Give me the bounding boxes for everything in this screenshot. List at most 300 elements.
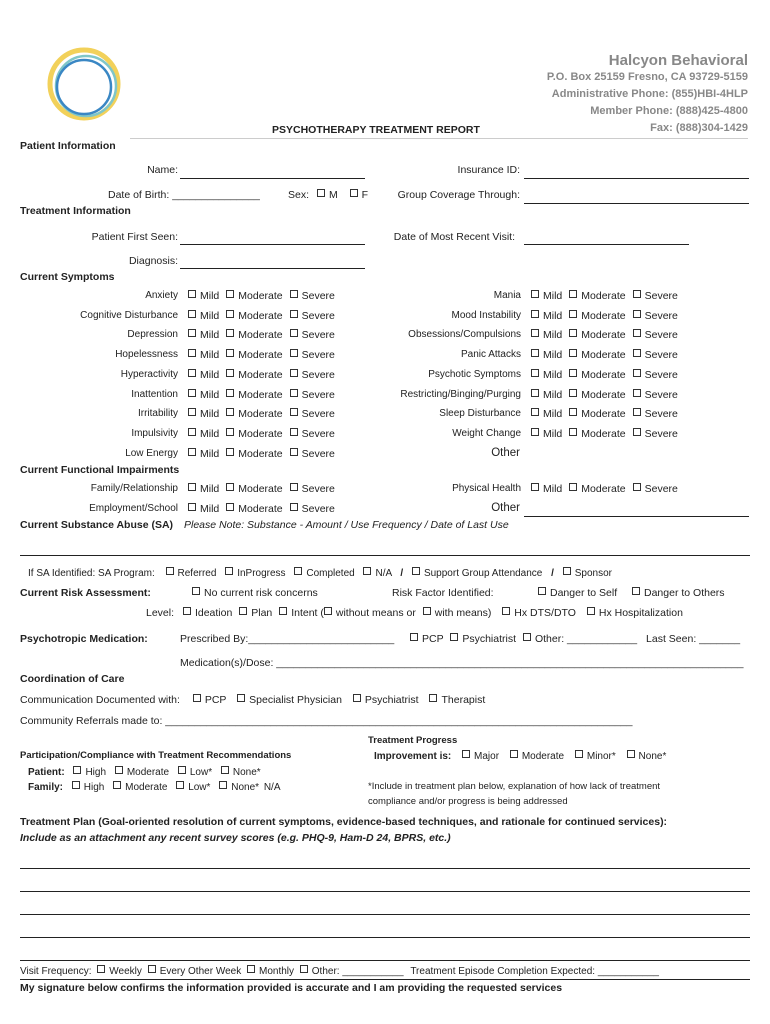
no-risk-label: No current risk concerns <box>204 587 318 599</box>
low-energy-moderate-checkbox[interactable] <box>226 448 234 456</box>
severity-severe-label: Severe <box>644 388 678 401</box>
sa-inprogress-label: InProgress <box>237 568 286 579</box>
sleep-disturbance-moderate-checkbox[interactable] <box>569 408 577 416</box>
severity-options-mood-instability <box>531 310 685 322</box>
row-label-restricting-binging-purging: Restricting/Binging/Purging <box>400 388 521 400</box>
visit-frequency-label: Visit Frequency: <box>20 966 92 977</box>
med-other-field[interactable]: Other: ____________ <box>534 633 638 645</box>
sleep-disturbance-mild-checkbox[interactable] <box>531 408 539 416</box>
physical-health-severe-checkbox[interactable] <box>633 483 641 491</box>
row-label-low-energy: Low Energy <box>125 447 178 459</box>
comm-specialist-checkbox[interactable] <box>237 694 245 702</box>
severity-options-weight-change <box>531 428 685 440</box>
severity-moderate-label: Moderate <box>581 290 626 302</box>
no-risk-checkbox[interactable] <box>192 587 200 595</box>
sex-f-checkbox[interactable] <box>350 189 358 197</box>
family-moderate-checkbox[interactable] <box>113 781 121 789</box>
restricting-binging-purging-severe-checkbox[interactable] <box>633 389 641 397</box>
severity-severe-label: Severe <box>301 502 335 515</box>
visit-every-other-label: Every Other Week <box>159 966 242 977</box>
panic-attacks-mild-checkbox[interactable] <box>531 349 539 357</box>
name-field[interactable] <box>180 178 365 179</box>
severity-mild-label: Mild <box>543 408 563 421</box>
comm-psychiatrist-checkbox[interactable] <box>353 694 361 702</box>
hyperactivity-mild-checkbox[interactable] <box>188 369 196 377</box>
severity-options-obsessions-compulsions <box>531 329 685 341</box>
progress-heading: Treatment Progress <box>368 735 458 746</box>
sa-program-label: If SA Identified: SA Program: <box>28 568 155 579</box>
intent-checkbox[interactable] <box>279 607 287 615</box>
row-label-hyperactivity: Hyperactivity <box>120 368 178 380</box>
improvement-label: Improvement is: <box>374 751 452 762</box>
severity-moderate-label: Moderate <box>581 483 626 495</box>
patient-low-label: Low* <box>189 767 213 778</box>
plan-line-2[interactable] <box>20 891 750 892</box>
mood-instability-severe-checkbox[interactable] <box>633 310 641 318</box>
cognitive-disturbance-mild-checkbox[interactable] <box>188 310 196 318</box>
danger-self-label: Danger to Self <box>550 587 618 599</box>
progress-note-2: compliance and/or progress is being addressed <box>368 796 568 807</box>
severity-mild-label: Mild <box>200 290 220 302</box>
sex-group <box>288 189 368 201</box>
sa-separator-1: / <box>400 568 404 579</box>
hx-hosp-label: Hx Hospitalization <box>598 607 683 619</box>
row-label-anxiety: Anxiety <box>145 290 178 301</box>
substance-note: Please Note: Substance - Amount / Use Frequency / Date of Last Use <box>184 519 509 531</box>
sa-sponsor-checkbox[interactable] <box>563 567 571 575</box>
comm-pcp-checkbox[interactable] <box>193 694 201 702</box>
severity-moderate-label: Moderate <box>581 368 626 381</box>
progress-minor-label: Minor* <box>586 751 616 762</box>
severity-severe-label: Severe <box>301 447 335 460</box>
hx-dts-checkbox[interactable] <box>502 607 510 615</box>
severity-mild-label: Mild <box>200 447 220 460</box>
mood-instability-moderate-checkbox[interactable] <box>569 310 577 318</box>
row-label-obsessions-compulsions: Obsessions/Compulsions <box>408 329 521 341</box>
prescribed-by-field[interactable]: Prescribed By:_________________________ <box>180 633 395 645</box>
visit-other-field[interactable]: Other: ___________ <box>311 966 404 977</box>
progress-none-checkbox[interactable] <box>627 750 635 758</box>
ideation-checkbox[interactable] <box>183 607 191 615</box>
intent-label: Intent ( <box>291 607 324 619</box>
comm-therapist-label: Therapist <box>441 694 486 706</box>
physical-health-moderate-checkbox[interactable] <box>569 483 577 491</box>
danger-self-checkbox[interactable] <box>538 587 546 595</box>
severity-mild-label: Mild <box>543 290 563 302</box>
progress-moderate-label: Moderate <box>521 751 565 762</box>
severity-severe-label: Severe <box>301 329 335 342</box>
physical-health-mild-checkbox[interactable] <box>531 483 539 491</box>
mania-moderate-checkbox[interactable] <box>569 290 577 298</box>
low-energy-mild-checkbox[interactable] <box>188 448 196 456</box>
without-means-checkbox[interactable] <box>324 607 332 615</box>
row-label-depression: Depression <box>127 329 178 341</box>
severity-mild-label: Mild <box>200 309 220 322</box>
communication-label: Communication Documented with: <box>20 694 180 706</box>
severity-options-cognitive-disturbance <box>188 310 342 322</box>
inattention-mild-checkbox[interactable] <box>188 389 196 397</box>
insurance-field[interactable] <box>524 178 749 179</box>
impairment-other-field[interactable] <box>524 516 749 517</box>
mania-mild-checkbox[interactable] <box>531 290 539 298</box>
hyperactivity-severe-checkbox[interactable] <box>290 369 298 377</box>
risk-level-row <box>146 607 683 619</box>
psychotic-symptoms-mild-checkbox[interactable] <box>531 369 539 377</box>
depression-mild-checkbox[interactable] <box>188 329 196 337</box>
plan-label: Plan <box>251 607 273 619</box>
family-low-checkbox[interactable] <box>176 781 184 789</box>
danger-others-checkbox[interactable] <box>632 587 640 595</box>
logo-ring-blue <box>57 60 111 114</box>
sex-m-label: M <box>328 189 338 201</box>
depression-severe-checkbox[interactable] <box>290 329 298 337</box>
severity-severe-label: Severe <box>301 483 335 495</box>
psychotic-symptoms-severe-checkbox[interactable] <box>633 369 641 377</box>
severity-severe-label: Severe <box>301 290 335 302</box>
row-label-physical-health: Physical Health <box>452 483 521 494</box>
first-seen-field[interactable] <box>180 244 365 245</box>
sa-support-label: Support Group Attendance <box>423 568 543 579</box>
severity-moderate-label: Moderate <box>581 349 626 362</box>
inattention-moderate-checkbox[interactable] <box>226 389 234 397</box>
progress-major-label: Major <box>474 751 500 762</box>
plan-line-3[interactable] <box>20 914 750 915</box>
org-admin-phone: Administrative Phone: (855)HBI-4HLP <box>551 88 748 100</box>
severity-mild-label: Mild <box>543 368 563 381</box>
row-label-sleep-disturbance: Sleep Disturbance <box>439 408 521 420</box>
row-label-irritability: Irritability <box>137 408 178 420</box>
report-title: PSYCHOTHERAPY TREATMENT REPORT <box>272 124 480 136</box>
patient-moderate-checkbox[interactable] <box>115 766 123 774</box>
signature-statement: My signature below confirms the information provided is accurate and I am providing the requested services <box>20 982 563 994</box>
severity-mild-label: Mild <box>543 388 563 401</box>
row-label-weight-change: Weight Change <box>452 427 521 439</box>
dob-label: Date of Birth: _______________ <box>108 189 260 201</box>
cognitive-disturbance-moderate-checkbox[interactable] <box>226 310 234 318</box>
sa-program-row <box>28 567 612 579</box>
sa-completed-label: Completed <box>306 568 355 579</box>
patient-high-label: High <box>85 767 107 778</box>
hopelessness-mild-checkbox[interactable] <box>188 349 196 357</box>
employment-school-moderate-checkbox[interactable] <box>226 503 234 511</box>
med-pcp-checkbox[interactable] <box>410 633 418 641</box>
risk-heading: Current Risk Assessment: <box>20 587 151 599</box>
med-psychiatrist-label: Psychiatrist <box>462 633 517 645</box>
with-means-label: with means) <box>434 607 492 619</box>
panic-attacks-moderate-checkbox[interactable] <box>569 349 577 357</box>
severity-mild-label: Mild <box>543 329 563 342</box>
severity-options-hopelessness <box>188 349 342 361</box>
severity-moderate-label: Moderate <box>238 408 283 421</box>
risk-level-label: Level: <box>146 607 175 619</box>
severity-severe-label: Severe <box>644 368 678 381</box>
family-compliance-label: Family: <box>28 782 64 793</box>
name-label: Name: <box>147 164 178 176</box>
sa-sponsor-label: Sponsor <box>574 568 612 579</box>
low-energy-severe-checkbox[interactable] <box>290 448 298 456</box>
severity-options-depression <box>188 329 342 341</box>
severity-options-hyperactivity <box>188 369 342 381</box>
anxiety-mild-checkbox[interactable] <box>188 290 196 298</box>
severity-options-inattention <box>188 389 342 401</box>
weight-change-mild-checkbox[interactable] <box>531 428 539 436</box>
group-coverage-field[interactable] <box>524 203 749 204</box>
severity-moderate-label: Moderate <box>238 290 283 302</box>
row-label-psychotic-symptoms: Psychotic Symptoms <box>428 368 521 380</box>
restricting-binging-purging-mild-checkbox[interactable] <box>531 389 539 397</box>
participation-heading: Participation/Compliance with Treatment Recommendations <box>20 750 292 761</box>
obsessions-compulsions-moderate-checkbox[interactable] <box>569 329 577 337</box>
plan-checkbox[interactable] <box>239 607 247 615</box>
severity-moderate-label: Moderate <box>238 502 283 515</box>
severity-options-irritability <box>188 408 342 420</box>
severity-moderate-label: Moderate <box>238 447 283 460</box>
visit-every-other-checkbox[interactable] <box>148 965 156 973</box>
patient-none-checkbox[interactable] <box>221 766 229 774</box>
family-relationship-severe-checkbox[interactable] <box>290 483 298 491</box>
sa-separator-2: / <box>551 568 554 579</box>
sa-completed-checkbox[interactable] <box>294 567 302 575</box>
sex-f-label: F <box>361 189 369 201</box>
recent-visit-field[interactable] <box>524 244 689 245</box>
treatment-plan-heading: Treatment Plan (Goal-oriented resolution of current symptoms, evidence-based techniques, and rationale for continued services): <box>20 816 668 828</box>
group-coverage-label: Group Coverage Through: <box>397 189 520 201</box>
org-fax: Fax: (888)304-1429 <box>650 122 748 134</box>
severity-mild-label: Mild <box>200 329 220 342</box>
severity-moderate-label: Moderate <box>581 388 626 401</box>
severity-moderate-label: Moderate <box>238 483 283 495</box>
family-relationship-mild-checkbox[interactable] <box>188 483 196 491</box>
cognitive-disturbance-severe-checkbox[interactable] <box>290 310 298 318</box>
row-label-hopelessness: Hopelessness <box>115 349 178 361</box>
family-none-label: None* <box>231 782 260 793</box>
treatment-info-heading: Treatment Information <box>20 205 131 217</box>
mania-severe-checkbox[interactable] <box>633 290 641 298</box>
completion-expected-field[interactable]: Treatment Episode Completion Expected: ___________ <box>410 966 659 977</box>
severity-options-sleep-disturbance <box>531 408 685 420</box>
severity-moderate-label: Moderate <box>238 309 283 322</box>
severity-options-mania <box>531 290 685 302</box>
family-none-checkbox[interactable] <box>219 781 227 789</box>
patient-high-checkbox[interactable] <box>73 766 81 774</box>
symptoms-heading: Current Symptoms <box>20 271 115 283</box>
severity-mild-label: Mild <box>200 349 220 362</box>
med-psychiatrist-checkbox[interactable] <box>450 633 458 641</box>
severity-mild-label: Mild <box>200 427 220 440</box>
severity-options-anxiety <box>188 290 342 302</box>
anxiety-moderate-checkbox[interactable] <box>226 290 234 298</box>
hx-dts-label: Hx DTS/DTO <box>514 607 576 619</box>
sex-label: Sex: <box>288 189 310 201</box>
row-label-mood-instability: Mood Instability <box>451 309 521 321</box>
weight-change-moderate-checkbox[interactable] <box>569 428 577 436</box>
visit-other-checkbox[interactable] <box>300 965 308 973</box>
sa-referred-label: Referred <box>177 568 217 579</box>
org-member-phone: Member Phone: (888)425-4800 <box>590 105 748 117</box>
severity-severe-label: Severe <box>644 329 678 342</box>
severity-options-employment-school <box>188 503 342 515</box>
severity-options-low-energy <box>188 448 342 460</box>
insurance-label: Insurance ID: <box>457 164 520 176</box>
family-na-label: N/A <box>263 782 281 793</box>
substance-field-line[interactable] <box>20 555 750 556</box>
severity-options-panic-attacks <box>531 349 685 361</box>
org-name: Halcyon Behavioral <box>608 52 748 69</box>
without-means-label: without means or <box>335 607 416 619</box>
severity-mild-label: Mild <box>200 502 220 515</box>
obsessions-compulsions-severe-checkbox[interactable] <box>633 329 641 337</box>
impulsivity-moderate-checkbox[interactable] <box>226 428 234 436</box>
severity-mild-label: Mild <box>543 483 563 495</box>
severity-mild-label: Mild <box>200 368 220 381</box>
row-label-impulsivity: Impulsivity <box>131 427 178 439</box>
severity-moderate-label: Moderate <box>581 329 626 342</box>
sa-na-checkbox[interactable] <box>363 567 371 575</box>
depression-moderate-checkbox[interactable] <box>226 329 234 337</box>
sa-referred-checkbox[interactable] <box>166 567 174 575</box>
severity-moderate-label: Moderate <box>581 408 626 421</box>
family-high-checkbox[interactable] <box>72 781 80 789</box>
substance-heading: Current Substance Abuse (SA) <box>20 519 174 531</box>
severity-severe-label: Severe <box>301 309 335 322</box>
severity-moderate-label: Moderate <box>238 427 283 440</box>
med-pcp-label: PCP <box>422 633 444 645</box>
med-other-checkbox[interactable] <box>523 633 531 641</box>
impulsivity-mild-checkbox[interactable] <box>188 428 196 436</box>
hx-hosp-checkbox[interactable] <box>587 607 595 615</box>
severity-severe-label: Severe <box>644 483 678 495</box>
sa-support-checkbox[interactable] <box>412 567 420 575</box>
medication-dose-field[interactable]: Medication(s)/Dose: ________________________________________________________________________________ <box>180 657 744 669</box>
restricting-binging-purging-moderate-checkbox[interactable] <box>569 389 577 397</box>
family-moderate-label: Moderate <box>125 782 168 793</box>
row-label-family-relationship: Family/Relationship <box>90 483 178 494</box>
progress-none-label: None* <box>638 751 667 762</box>
obsessions-compulsions-mild-checkbox[interactable] <box>531 329 539 337</box>
header-rule <box>130 138 748 139</box>
community-referrals-field[interactable]: Community Referrals made to: ________________________________________________________________________________ <box>20 715 633 727</box>
progress-minor-checkbox[interactable] <box>575 750 583 758</box>
risk-factor-label: Risk Factor Identified: <box>392 587 494 599</box>
sa-inprogress-checkbox[interactable] <box>225 567 233 575</box>
severity-mild-label: Mild <box>200 408 220 421</box>
irritability-severe-checkbox[interactable] <box>290 408 298 416</box>
plan-line-4[interactable] <box>20 937 750 938</box>
severity-moderate-label: Moderate <box>238 388 283 401</box>
panic-attacks-severe-checkbox[interactable] <box>633 349 641 357</box>
employment-school-mild-checkbox[interactable] <box>188 503 196 511</box>
visit-monthly-label: Monthly <box>258 966 294 977</box>
org-address: P.O. Box 25159 Fresno, CA 93729-5159 <box>546 71 748 83</box>
severity-options-impulsivity <box>188 428 342 440</box>
patient-info-heading: Patient Information <box>20 140 116 152</box>
severity-severe-label: Severe <box>644 427 678 440</box>
sex-m-checkbox[interactable] <box>317 189 325 197</box>
comm-pcp-label: PCP <box>204 694 227 706</box>
visit-monthly-checkbox[interactable] <box>247 965 255 973</box>
severity-mild-label: Mild <box>543 427 563 440</box>
progress-major-checkbox[interactable] <box>462 750 470 758</box>
severity-severe-label: Severe <box>301 368 335 381</box>
severity-severe-label: Severe <box>644 408 678 421</box>
treatment-plan-subheading: Include as an attachment any recent survey scores (e.g. PHQ-9, Ham-D 24, BPRS, etc.) <box>20 832 451 844</box>
plan-line-1[interactable] <box>20 868 750 869</box>
severity-mild-label: Mild <box>200 483 220 495</box>
severity-moderate-label: Moderate <box>238 349 283 362</box>
family-high-label: High <box>83 782 105 793</box>
danger-others-label: Danger to Others <box>644 587 725 599</box>
impairment-other-label: Other <box>491 502 520 514</box>
irritability-mild-checkbox[interactable] <box>188 408 196 416</box>
severity-severe-label: Severe <box>301 388 335 401</box>
diagnosis-label: Diagnosis: <box>128 255 178 267</box>
visit-weekly-label: Weekly <box>109 966 142 977</box>
mood-instability-mild-checkbox[interactable] <box>531 310 539 318</box>
impairments-heading: Current Functional Impairments <box>20 464 180 476</box>
weight-change-severe-checkbox[interactable] <box>633 428 641 436</box>
anxiety-severe-checkbox[interactable] <box>290 290 298 298</box>
hopelessness-severe-checkbox[interactable] <box>290 349 298 357</box>
severity-moderate-label: Moderate <box>581 309 626 322</box>
medication-heading: Psychotropic Medication: <box>20 633 148 645</box>
diagnosis-field[interactable] <box>180 268 365 269</box>
severity-options-psychotic-symptoms <box>531 369 685 381</box>
row-label-employment-school: Employment/School <box>89 502 178 514</box>
family-low-label: Low* <box>188 782 211 793</box>
row-label-mania: Mania <box>493 290 521 301</box>
severity-moderate-label: Moderate <box>238 329 283 342</box>
logo-rings <box>44 44 126 126</box>
row-label-panic-attacks: Panic Attacks <box>460 349 521 361</box>
psychotic-symptoms-moderate-checkbox[interactable] <box>569 369 577 377</box>
impulsivity-severe-checkbox[interactable] <box>290 428 298 436</box>
coordination-heading: Coordination of Care <box>20 673 125 685</box>
hyperactivity-moderate-checkbox[interactable] <box>226 369 234 377</box>
severity-mild-label: Mild <box>543 349 563 362</box>
footer-rule <box>20 979 750 980</box>
irritability-moderate-checkbox[interactable] <box>226 408 234 416</box>
severity-options-physical-health <box>531 483 685 495</box>
inattention-severe-checkbox[interactable] <box>290 389 298 397</box>
hopelessness-moderate-checkbox[interactable] <box>226 349 234 357</box>
employment-school-severe-checkbox[interactable] <box>290 503 298 511</box>
severity-severe-label: Severe <box>301 349 335 362</box>
med-last-seen-field[interactable]: Last Seen: _______ <box>646 633 741 645</box>
with-means-checkbox[interactable] <box>423 607 431 615</box>
patient-low-checkbox[interactable] <box>178 766 186 774</box>
ideation-label: Ideation <box>194 607 233 619</box>
sleep-disturbance-severe-checkbox[interactable] <box>633 408 641 416</box>
severity-severe-label: Severe <box>301 427 335 440</box>
patient-moderate-label: Moderate <box>126 767 170 778</box>
row-label-cognitive-disturbance: Cognitive Disturbance <box>80 309 178 321</box>
first-seen-label: Patient First Seen: <box>91 231 178 243</box>
severity-severe-label: Severe <box>644 309 678 322</box>
family-relationship-moderate-checkbox[interactable] <box>226 483 234 491</box>
progress-moderate-checkbox[interactable] <box>510 750 518 758</box>
plan-line-5[interactable] <box>20 960 750 961</box>
severity-options-restricting-binging-purging <box>531 389 685 401</box>
sa-na-label: N/A <box>375 568 392 579</box>
visit-weekly-checkbox[interactable] <box>97 965 105 973</box>
comm-specialist-label: Specialist Physician <box>249 694 342 706</box>
comm-therapist-checkbox[interactable] <box>429 694 437 702</box>
progress-note-1: *Include in treatment plan below, explanation of how lack of treatment <box>368 781 661 792</box>
patient-none-label: None* <box>232 767 261 778</box>
row-label-inattention: Inattention <box>131 388 178 400</box>
symptom-other-label: Other <box>491 447 520 459</box>
severity-severe-label: Severe <box>644 290 678 302</box>
